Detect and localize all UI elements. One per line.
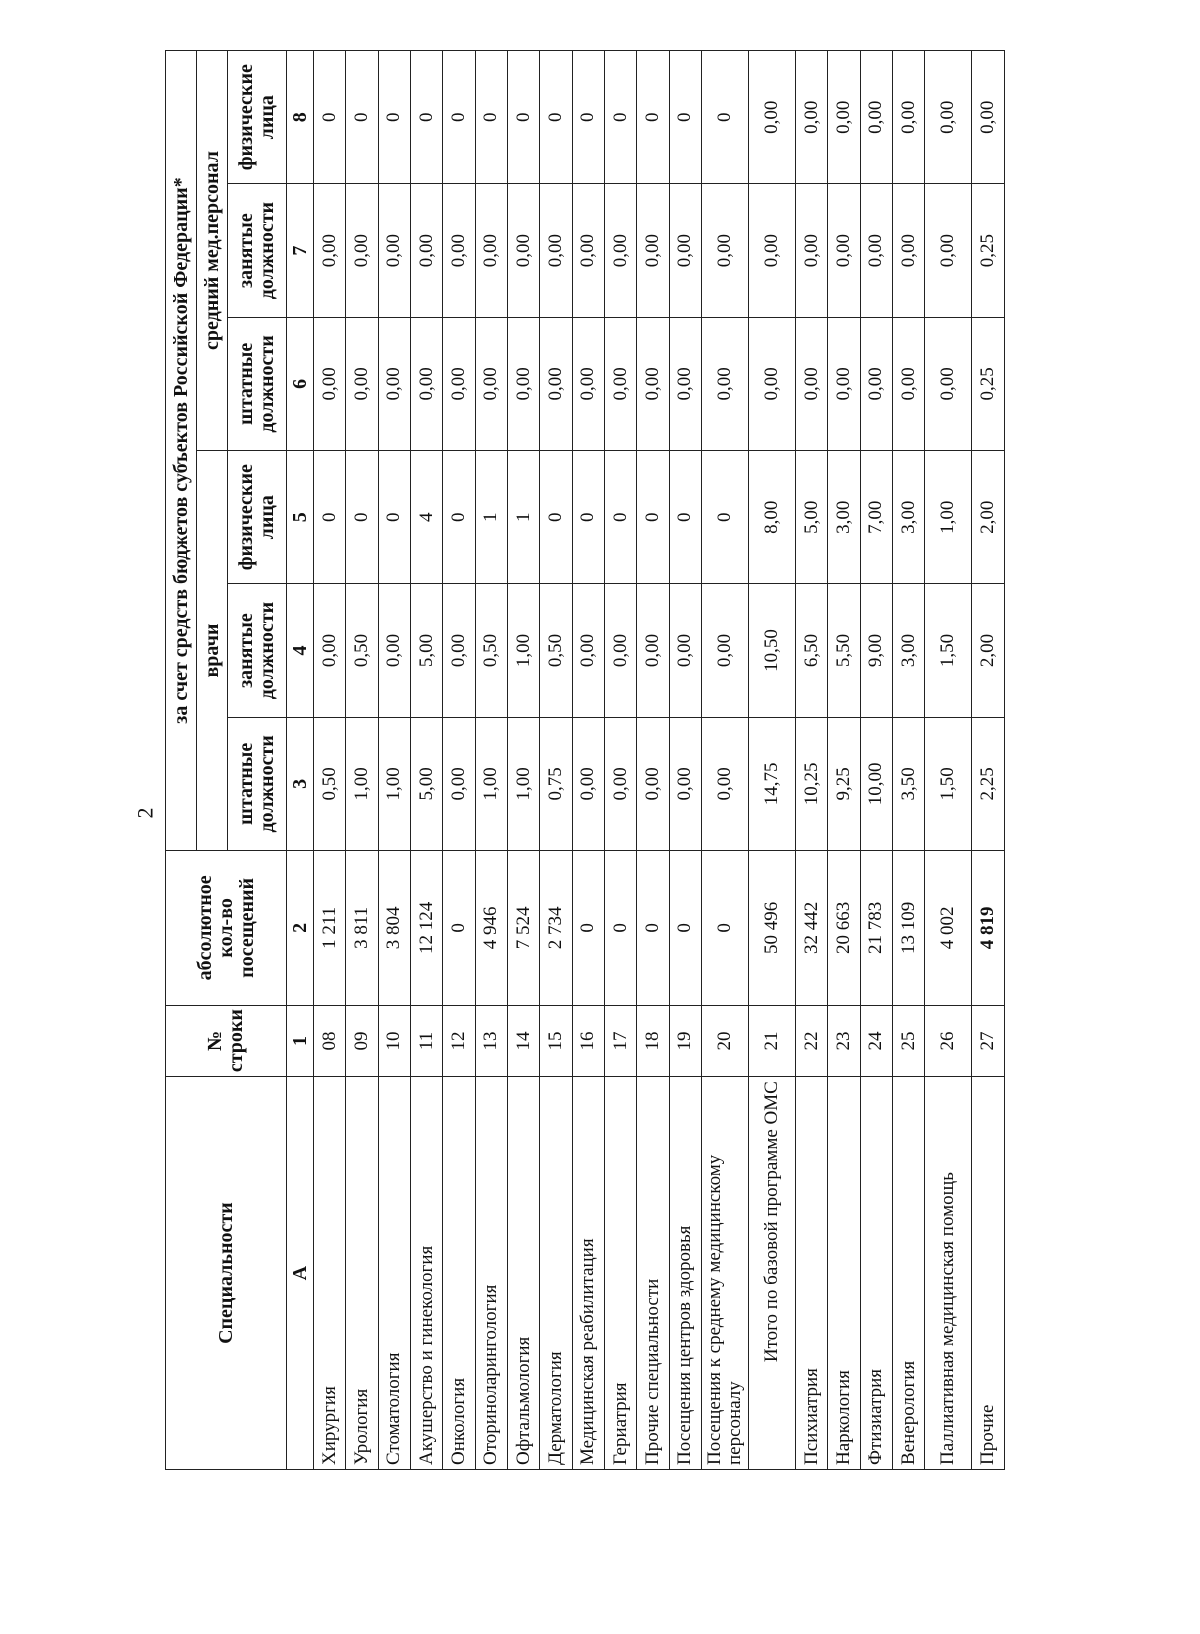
specialty-name-cell: Венерология bbox=[893, 1077, 925, 1470]
doctors-occupied-cell: 10,50 bbox=[749, 584, 796, 717]
header-doctors: врачи bbox=[197, 451, 228, 851]
nurses-individuals-cell: 0 bbox=[572, 51, 604, 184]
absolute-visits-cell: 4 946 bbox=[475, 851, 507, 1006]
doctors-occupied-cell: 1,50 bbox=[925, 584, 972, 717]
doctors-individuals-cell: 1 bbox=[508, 451, 540, 584]
table-body bbox=[314, 51, 1005, 1470]
doctors-staff-cell: 1,00 bbox=[475, 717, 507, 850]
absolute-visits-cell: 0 bbox=[637, 851, 669, 1006]
nurses-staff-cell: 0,00 bbox=[475, 317, 507, 450]
column-index: 5 bbox=[287, 451, 314, 584]
doctors-individuals-cell: 0 bbox=[314, 451, 346, 584]
absolute-visits-cell: 0 bbox=[605, 851, 637, 1006]
nurses-staff-cell: 0,25 bbox=[972, 317, 1005, 450]
table-row bbox=[828, 51, 860, 1470]
row-number-cell: 24 bbox=[860, 1005, 892, 1076]
doctors-staff-cell: 3,50 bbox=[893, 717, 925, 850]
specialty-name-cell: Посещения к среднему медицинскому персоналу bbox=[702, 1077, 749, 1470]
row-number-cell: 27 bbox=[972, 1005, 1005, 1076]
absolute-visits-cell: 20 663 bbox=[828, 851, 860, 1006]
column-index: 2 bbox=[287, 851, 314, 1006]
specialty-name-cell: Итого по базовой программе ОМС bbox=[749, 1077, 796, 1470]
nurses-staff-cell: 0,00 bbox=[669, 317, 701, 450]
nurses-staff-cell: 0,00 bbox=[796, 317, 828, 450]
nurses-staff-cell: 0,00 bbox=[508, 317, 540, 450]
nurses-staff-cell: 0,00 bbox=[378, 317, 410, 450]
nurses-occupied-cell: 0,00 bbox=[572, 184, 604, 317]
row-number-cell: 19 bbox=[669, 1005, 701, 1076]
table-row bbox=[411, 51, 443, 1470]
absolute-visits-cell: 0 bbox=[702, 851, 749, 1006]
nurses-individuals-cell: 0 bbox=[411, 51, 443, 184]
doctors-staff-cell: 0,00 bbox=[443, 717, 475, 850]
doctors-occupied-cell: 9,00 bbox=[860, 584, 892, 717]
nurses-individuals-cell: 0 bbox=[475, 51, 507, 184]
specialty-name-cell: Дерматология bbox=[540, 1077, 572, 1470]
table-row bbox=[860, 51, 892, 1470]
nurses-staff-cell: 0,00 bbox=[702, 317, 749, 450]
nurses-occupied-cell: 0,00 bbox=[702, 184, 749, 317]
column-index-row bbox=[287, 51, 314, 1470]
absolute-visits-cell: 4 819 bbox=[972, 851, 1005, 1006]
row-number-cell: 12 bbox=[443, 1005, 475, 1076]
doctors-occupied-cell: 0,00 bbox=[605, 584, 637, 717]
doctors-individuals-cell: 0 bbox=[540, 451, 572, 584]
absolute-visits-cell: 21 783 bbox=[860, 851, 892, 1006]
nurses-individuals-cell: 0,00 bbox=[893, 51, 925, 184]
header-doctors-occupied-positions: занятые должности bbox=[228, 584, 287, 717]
doctors-occupied-cell: 0,00 bbox=[378, 584, 410, 717]
doctors-staff-cell: 9,25 bbox=[828, 717, 860, 850]
nurses-occupied-cell: 0,00 bbox=[637, 184, 669, 317]
doctors-staff-cell: 1,50 bbox=[925, 717, 972, 850]
column-index: 7 bbox=[287, 184, 314, 317]
nurses-staff-cell: 0,00 bbox=[828, 317, 860, 450]
row-number-cell: 11 bbox=[411, 1005, 443, 1076]
absolute-visits-cell: 0 bbox=[443, 851, 475, 1006]
row-number-cell: 09 bbox=[346, 1005, 378, 1076]
nurses-individuals-cell: 0 bbox=[637, 51, 669, 184]
absolute-visits-cell: 4 002 bbox=[925, 851, 972, 1006]
nurses-individuals-cell: 0,00 bbox=[796, 51, 828, 184]
doctors-staff-cell: 14,75 bbox=[749, 717, 796, 850]
nurses-occupied-cell: 0,00 bbox=[443, 184, 475, 317]
header-nurses-occupied-positions: занятые должности bbox=[228, 184, 287, 317]
specialty-name-cell: Фтизиатрия bbox=[860, 1077, 892, 1470]
table-row bbox=[540, 51, 572, 1470]
absolute-visits-cell: 32 442 bbox=[796, 851, 828, 1006]
nurses-occupied-cell: 0,00 bbox=[669, 184, 701, 317]
nurses-occupied-cell: 0,00 bbox=[925, 184, 972, 317]
column-index: 6 bbox=[287, 317, 314, 450]
nurses-staff-cell: 0,00 bbox=[443, 317, 475, 450]
table-row bbox=[702, 51, 749, 1470]
absolute-visits-cell: 12 124 bbox=[411, 851, 443, 1006]
row-number-cell: 14 bbox=[508, 1005, 540, 1076]
nurses-staff-cell: 0,00 bbox=[314, 317, 346, 450]
doctors-individuals-cell: 8,00 bbox=[749, 451, 796, 584]
column-index: 8 bbox=[287, 51, 314, 184]
nurses-occupied-cell: 0,25 bbox=[972, 184, 1005, 317]
header-nurses: средний мед.персонал bbox=[197, 51, 228, 451]
doctors-individuals-cell: 0 bbox=[378, 451, 410, 584]
specialty-name-cell: Акушерство и гинекология bbox=[411, 1077, 443, 1470]
row-number-cell: 22 bbox=[796, 1005, 828, 1076]
doctors-individuals-cell: 0 bbox=[346, 451, 378, 584]
nurses-occupied-cell: 0,00 bbox=[828, 184, 860, 317]
specialty-name-cell: Оториноларингология bbox=[475, 1077, 507, 1470]
nurses-occupied-cell: 0,00 bbox=[314, 184, 346, 317]
doctors-occupied-cell: 0,50 bbox=[475, 584, 507, 717]
nurses-individuals-cell: 0 bbox=[702, 51, 749, 184]
table-row bbox=[925, 51, 972, 1470]
column-index: А bbox=[287, 1077, 314, 1470]
nurses-individuals-cell: 0,00 bbox=[749, 51, 796, 184]
header-nurses-individuals: физические лица bbox=[228, 51, 287, 184]
table-row bbox=[475, 51, 507, 1470]
table-row bbox=[669, 51, 701, 1470]
table-row bbox=[749, 51, 796, 1470]
nurses-occupied-cell: 0,00 bbox=[475, 184, 507, 317]
absolute-visits-cell: 3 804 bbox=[378, 851, 410, 1006]
nurses-individuals-cell: 0,00 bbox=[828, 51, 860, 184]
header-specialties: Специальности bbox=[166, 1077, 287, 1470]
row-number-cell: 17 bbox=[605, 1005, 637, 1076]
header-doctors-staff-positions: штатные должности bbox=[228, 717, 287, 850]
table-row bbox=[605, 51, 637, 1470]
nurses-staff-cell: 0,00 bbox=[346, 317, 378, 450]
doctors-staff-cell: 10,25 bbox=[796, 717, 828, 850]
doctors-individuals-cell: 3,00 bbox=[828, 451, 860, 584]
nurses-occupied-cell: 0,00 bbox=[860, 184, 892, 317]
doctors-occupied-cell: 0,50 bbox=[540, 584, 572, 717]
doctors-occupied-cell: 0,00 bbox=[637, 584, 669, 717]
nurses-individuals-cell: 0 bbox=[540, 51, 572, 184]
doctors-occupied-cell: 5,00 bbox=[411, 584, 443, 717]
nurses-individuals-cell: 0 bbox=[605, 51, 637, 184]
nurses-staff-cell: 0,00 bbox=[860, 317, 892, 450]
doctors-individuals-cell: 7,00 bbox=[860, 451, 892, 584]
doctors-occupied-cell: 1,00 bbox=[508, 584, 540, 717]
nurses-occupied-cell: 0,00 bbox=[796, 184, 828, 317]
nurses-individuals-cell: 0,00 bbox=[972, 51, 1005, 184]
doctors-staff-cell: 2,25 bbox=[972, 717, 1005, 850]
doctors-staff-cell: 0,00 bbox=[572, 717, 604, 850]
doctors-occupied-cell: 6,50 bbox=[796, 584, 828, 717]
nurses-staff-cell: 0,00 bbox=[540, 317, 572, 450]
doctors-individuals-cell: 2,00 bbox=[972, 451, 1005, 584]
row-number-cell: 25 bbox=[893, 1005, 925, 1076]
absolute-visits-cell: 7 524 bbox=[508, 851, 540, 1006]
doctors-occupied-cell: 2,00 bbox=[972, 584, 1005, 717]
doctors-individuals-cell: 1,00 bbox=[925, 451, 972, 584]
column-index: 1 bbox=[287, 1005, 314, 1076]
doctors-staff-cell: 0,00 bbox=[637, 717, 669, 850]
doctors-occupied-cell: 5,50 bbox=[828, 584, 860, 717]
row-number-cell: 08 bbox=[314, 1005, 346, 1076]
row-number-cell: 23 bbox=[828, 1005, 860, 1076]
page-number: 2 bbox=[132, 807, 158, 819]
nurses-staff-cell: 0,00 bbox=[749, 317, 796, 450]
doctors-staff-cell: 0,00 bbox=[669, 717, 701, 850]
doctors-staff-cell: 1,00 bbox=[346, 717, 378, 850]
table-row bbox=[572, 51, 604, 1470]
table-row bbox=[637, 51, 669, 1470]
doctors-staff-cell: 5,00 bbox=[411, 717, 443, 850]
nurses-occupied-cell: 0,00 bbox=[540, 184, 572, 317]
nurses-individuals-cell: 0 bbox=[346, 51, 378, 184]
specialty-name-cell: Гериатрия bbox=[605, 1077, 637, 1470]
row-number-cell: 13 bbox=[475, 1005, 507, 1076]
doctors-staff-cell: 1,00 bbox=[378, 717, 410, 850]
table-row bbox=[314, 51, 346, 1470]
table-row bbox=[443, 51, 475, 1470]
doctors-individuals-cell: 3,00 bbox=[893, 451, 925, 584]
doctors-individuals-cell: 5,00 bbox=[796, 451, 828, 584]
absolute-visits-cell: 0 bbox=[669, 851, 701, 1006]
nurses-staff-cell: 0,00 bbox=[411, 317, 443, 450]
absolute-visits-cell: 3 811 bbox=[346, 851, 378, 1006]
nurses-individuals-cell: 0 bbox=[378, 51, 410, 184]
nurses-staff-cell: 0,00 bbox=[637, 317, 669, 450]
specialty-name-cell: Прочие специальности bbox=[637, 1077, 669, 1470]
nurses-individuals-cell: 0 bbox=[443, 51, 475, 184]
doctors-staff-cell: 0,00 bbox=[605, 717, 637, 850]
header-doctors-individuals: физические лица bbox=[228, 451, 287, 584]
nurses-occupied-cell: 0,00 bbox=[346, 184, 378, 317]
specialty-name-cell: Урология bbox=[346, 1077, 378, 1470]
row-number-cell: 26 bbox=[925, 1005, 972, 1076]
row-number-cell: 20 bbox=[702, 1005, 749, 1076]
absolute-visits-cell: 50 496 bbox=[749, 851, 796, 1006]
table-row bbox=[796, 51, 828, 1470]
header-budget-group: за счет средств бюджетов субъектов Российской Федерации* bbox=[166, 51, 197, 851]
column-index: 4 bbox=[287, 584, 314, 717]
specialty-name-cell: Хирургия bbox=[314, 1077, 346, 1470]
doctors-individuals-cell: 0 bbox=[605, 451, 637, 584]
specialty-name-cell: Прочие bbox=[972, 1077, 1005, 1470]
header-absolute-visits: абсолютное кол-во посещений bbox=[166, 851, 287, 1006]
nurses-individuals-cell: 0 bbox=[669, 51, 701, 184]
nurses-staff-cell: 0,00 bbox=[605, 317, 637, 450]
column-index: 3 bbox=[287, 717, 314, 850]
doctors-individuals-cell: 0 bbox=[637, 451, 669, 584]
row-number-cell: 15 bbox=[540, 1005, 572, 1076]
specialty-name-cell: Посещения центров здоровья bbox=[669, 1077, 701, 1470]
nurses-individuals-cell: 0,00 bbox=[925, 51, 972, 184]
doctors-staff-cell: 10,00 bbox=[860, 717, 892, 850]
doctors-staff-cell: 0,00 bbox=[702, 717, 749, 850]
table-row bbox=[346, 51, 378, 1470]
doctors-occupied-cell: 3,00 bbox=[893, 584, 925, 717]
doctors-occupied-cell: 0,00 bbox=[443, 584, 475, 717]
nurses-occupied-cell: 0,00 bbox=[411, 184, 443, 317]
specialty-name-cell: Онкология bbox=[443, 1077, 475, 1470]
nurses-occupied-cell: 0,00 bbox=[749, 184, 796, 317]
doctors-occupied-cell: 0,00 bbox=[702, 584, 749, 717]
nurses-occupied-cell: 0,00 bbox=[378, 184, 410, 317]
absolute-visits-cell: 0 bbox=[572, 851, 604, 1006]
table-row bbox=[508, 51, 540, 1470]
nurses-individuals-cell: 0 bbox=[314, 51, 346, 184]
nurses-individuals-cell: 0 bbox=[508, 51, 540, 184]
row-number-cell: 21 bbox=[749, 1005, 796, 1076]
specialty-name-cell: Наркология bbox=[828, 1077, 860, 1470]
nurses-staff-cell: 0,00 bbox=[893, 317, 925, 450]
specialty-name-cell: Стоматология bbox=[378, 1077, 410, 1470]
table-row bbox=[972, 51, 1005, 1470]
nurses-individuals-cell: 0,00 bbox=[860, 51, 892, 184]
absolute-visits-cell: 1 211 bbox=[314, 851, 346, 1006]
doctors-staff-cell: 0,75 bbox=[540, 717, 572, 850]
specialty-name-cell: Паллиативная медицинская помощь bbox=[925, 1077, 972, 1470]
nurses-staff-cell: 0,00 bbox=[925, 317, 972, 450]
row-number-cell: 10 bbox=[378, 1005, 410, 1076]
doctors-individuals-cell: 0 bbox=[572, 451, 604, 584]
doctors-occupied-cell: 0,00 bbox=[572, 584, 604, 717]
doctors-occupied-cell: 0,50 bbox=[346, 584, 378, 717]
doctors-occupied-cell: 0,00 bbox=[669, 584, 701, 717]
doctors-individuals-cell: 4 bbox=[411, 451, 443, 584]
nurses-staff-cell: 0,00 bbox=[572, 317, 604, 450]
nurses-occupied-cell: 0,00 bbox=[605, 184, 637, 317]
specialty-name-cell: Медицинская реабилитация bbox=[572, 1077, 604, 1470]
doctors-staff-cell: 1,00 bbox=[508, 717, 540, 850]
rotated-table-wrapper bbox=[165, 50, 1005, 1470]
header-row-number: № строки bbox=[166, 1005, 287, 1076]
doctors-individuals-cell: 0 bbox=[443, 451, 475, 584]
specialty-name-cell: Офтальмология bbox=[508, 1077, 540, 1470]
specialty-name-cell: Психиатрия bbox=[796, 1077, 828, 1470]
header-nurses-staff-positions: штатные должности bbox=[228, 317, 287, 450]
table-row bbox=[378, 51, 410, 1470]
doctors-occupied-cell: 0,00 bbox=[314, 584, 346, 717]
absolute-visits-cell: 13 109 bbox=[893, 851, 925, 1006]
row-number-cell: 18 bbox=[637, 1005, 669, 1076]
absolute-visits-cell: 2 734 bbox=[540, 851, 572, 1006]
doctors-individuals-cell: 1 bbox=[475, 451, 507, 584]
nurses-occupied-cell: 0,00 bbox=[508, 184, 540, 317]
doctors-individuals-cell: 0 bbox=[669, 451, 701, 584]
doctors-individuals-cell: 0 bbox=[702, 451, 749, 584]
row-number-cell: 16 bbox=[572, 1005, 604, 1076]
nurses-occupied-cell: 0,00 bbox=[893, 184, 925, 317]
specialties-table bbox=[165, 50, 1005, 1470]
table-row bbox=[893, 51, 925, 1470]
doctors-staff-cell: 0,50 bbox=[314, 717, 346, 850]
